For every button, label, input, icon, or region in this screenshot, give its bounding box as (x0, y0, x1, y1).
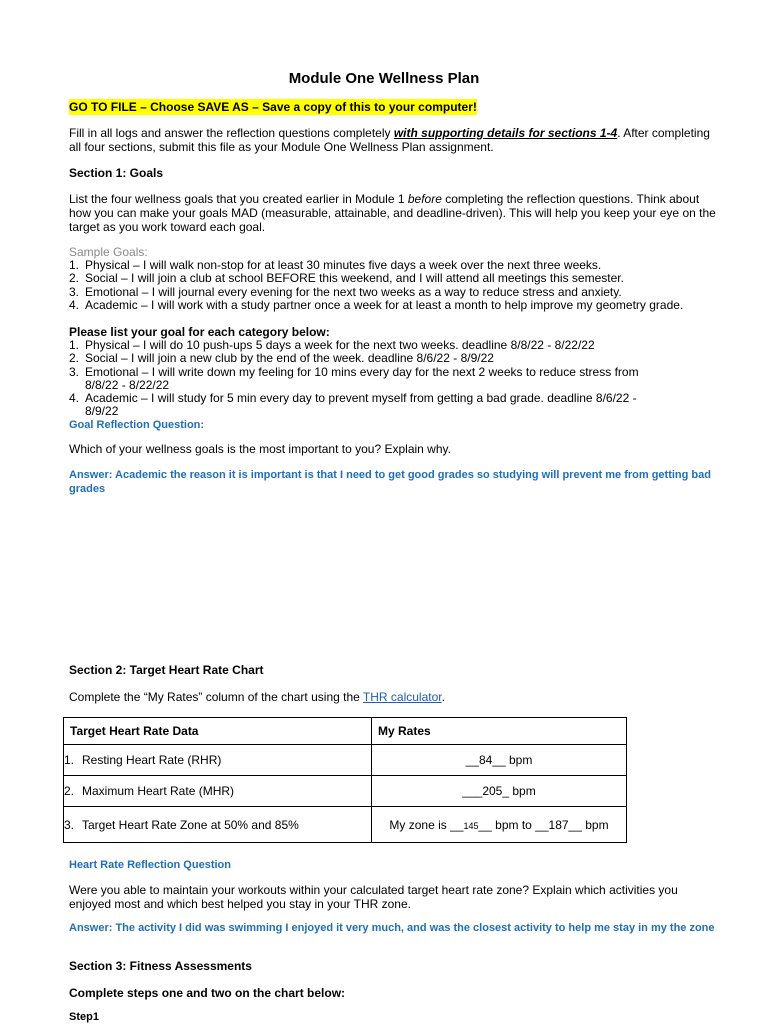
section1-heading: Section 1: Goals (69, 166, 164, 180)
mhr-value: ___205_ bpm (372, 776, 627, 807)
intro-text: Fill in all logs and answer the reflection questions completely (69, 126, 394, 140)
intro-paragraph (69, 126, 710, 154)
list-item: 2. Social – I will join a club at school BEFORE this weekend, and I will attend all meetings this semester. (69, 271, 624, 286)
column-header: My Rates (372, 718, 627, 745)
section2-heading: Section 2: Target Heart Rate Chart (69, 663, 264, 677)
list-item: 4. Academic – I will work with a study partner once a week for at least a month to help improve my geometry grade. (69, 297, 684, 312)
intro-text-end: . After completing (617, 126, 710, 140)
desc-text: List the four wellness goals that you created earlier in Module 1 (69, 192, 408, 206)
section3-instruction: Complete steps one and two on the chart below: (69, 986, 346, 1000)
goal-list-prompt: Please list your goal for each category below: (69, 325, 330, 339)
desc-text-end: completing the reflection questions. Think about (441, 192, 700, 206)
hr-reflection-label: Heart Rate Reflection Question (69, 859, 231, 871)
goal-reflection-label: Goal Reflection Question: (69, 419, 205, 431)
rhr-value: __84__ bpm (372, 745, 627, 776)
intro-line-2: all four sections, submit this file as your Module One Wellness Plan assignment. (69, 140, 494, 154)
thr-table (63, 717, 627, 843)
sample-goals-list (69, 259, 689, 312)
thr-instruction: Complete the “My Rates” column of the chart using the THR calculator. (69, 690, 445, 704)
goal-reflection-question: Which of your wellness goals is the most important to you? Explain why. (69, 442, 451, 456)
list-item: 1. Physical – I will walk non-stop for at least 30 minutes five days a week over the next three weeks. (69, 258, 602, 272)
table-row (64, 745, 627, 776)
hr-reflection-question: Were you able to maintain your workouts within your calculated target heart rate zone? Explain which activities you enjoyed most and which best helped you stay in your THR zone. (69, 883, 678, 911)
row-label: 2. Maximum Heart Rate (MHR) (64, 776, 372, 807)
page-title: Module One Wellness Plan (288, 70, 480, 87)
save-instruction: GO TO FILE – Choose SAVE AS – Save a copy of this to your computer! (69, 100, 477, 114)
goal-reflection-answer: Answer: Academic the reason it is important is that I need to get good grades so studying will prevent me from getting bad grades (69, 469, 711, 495)
section1-description (69, 192, 716, 234)
my-goals-list (69, 339, 669, 419)
list-item: 2. Social – I will join a new club by the end of the week. deadline 8/6/22 - 8/9/22 (69, 351, 494, 366)
table-row (64, 807, 627, 843)
thr-zone-value: My zone is __145__ bpm to __187__ bpm (372, 807, 627, 843)
list-item: 3. Emotional – I will write down my feeling for 10 mins every day for the next 2 weeks to reduce stress from 8/8/22 - 8/22/22 (69, 364, 639, 392)
list-item: 3. Emotional – I will journal every evening for the next two weeks as a way to reduce stress and anxiety. (69, 284, 622, 299)
list-item: 1. Physical – I will do 10 push-ups 5 days a week for the next two weeks. deadline 8/8/22 - 8/22/22 (69, 338, 595, 352)
thr-calculator-link[interactable]: THR calculator (362, 690, 442, 704)
hr-reflection-answer: Answer: The activity I did was swimming I enjoyed it very much, and was the closest activity to help me stay in my the zone (69, 922, 715, 934)
row-label: 1. Resting Heart Rate (RHR) (64, 745, 372, 776)
desc-line-3: target as you work toward each goal. (69, 220, 266, 234)
desc-line-2: how you can make your goals MAD (measurable, attainable, and deadline-driven). This will help you keep your eye on the (69, 206, 716, 220)
row-label: 3. Target Heart Rate Zone at 50% and 85% (64, 807, 372, 843)
table-header-row (64, 718, 627, 745)
column-header: Target Heart Rate Data (64, 718, 372, 745)
section3-heading: Section 3: Fitness Assessments (69, 959, 252, 973)
intro-emphasis: with supporting details for sections 1-4 (393, 126, 618, 140)
list-item: 4. Academic – I will study for 5 min every day to prevent myself from getting a bad grade. deadline 8/6/22 - 8/9/22 (69, 391, 637, 419)
desc-emphasis: before (407, 192, 442, 206)
sample-goals-label: Sample Goals: (69, 245, 148, 259)
table-row (64, 776, 627, 807)
step1-label: Step1 (69, 1011, 99, 1023)
